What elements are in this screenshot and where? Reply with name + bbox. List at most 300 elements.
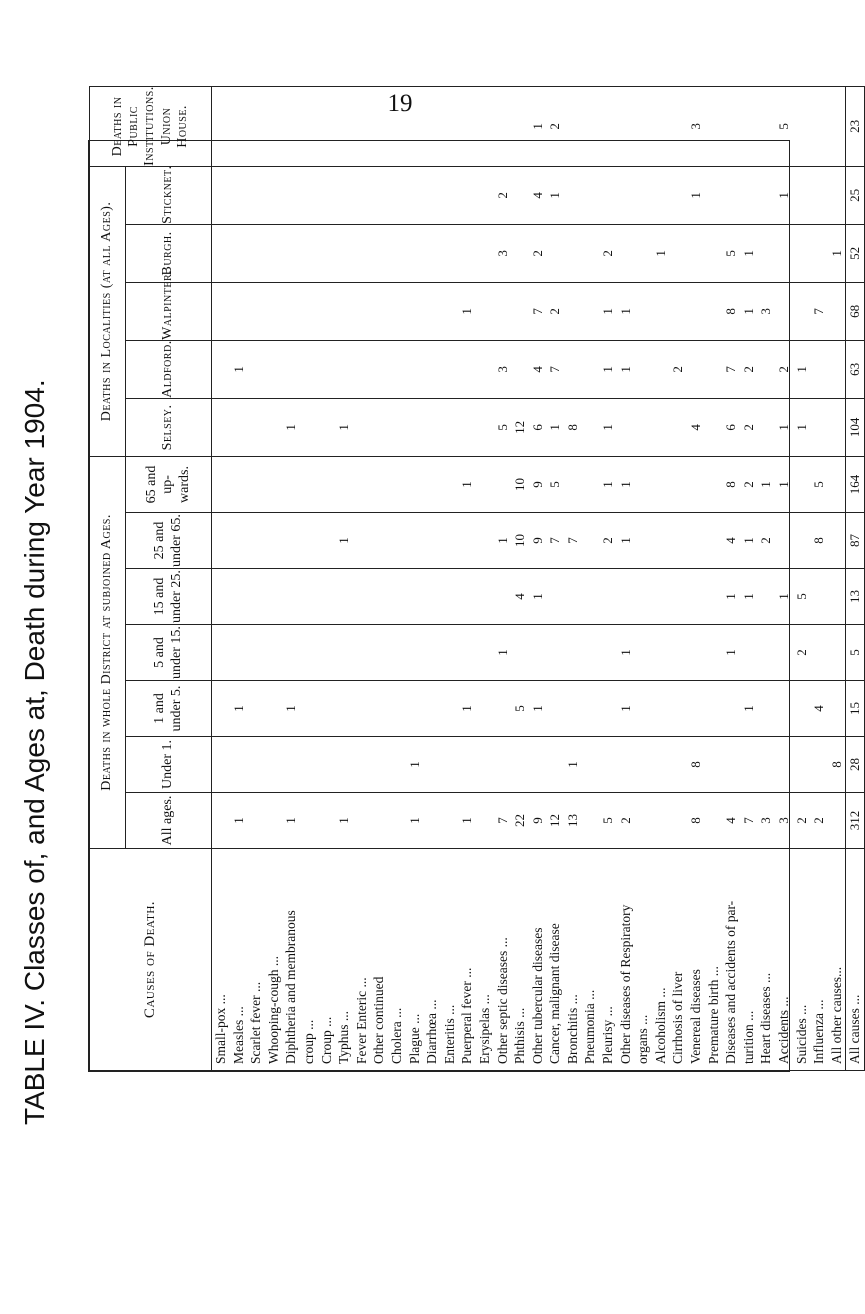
count-cell: 1 — [740, 513, 758, 569]
count-cell: 1 — [599, 398, 617, 456]
count-cell — [318, 340, 336, 398]
count-cell — [265, 282, 283, 340]
count-cell — [757, 166, 775, 224]
count-cell — [757, 569, 775, 625]
locality-column-header: Selsey. — [126, 398, 212, 456]
count-cell — [775, 224, 793, 282]
count-cell: 12 — [546, 793, 564, 849]
count-cell: 1 — [775, 456, 793, 512]
count-cell — [546, 625, 564, 681]
count-cell — [441, 569, 459, 625]
count-cell — [335, 456, 353, 512]
count-cell — [810, 737, 828, 793]
count-cell — [546, 569, 564, 625]
count-cell: 10 — [511, 513, 529, 569]
count-cell — [230, 625, 248, 681]
count-cell: 1 — [652, 224, 670, 282]
count-cell: 1 — [617, 513, 635, 569]
count-cell — [247, 569, 265, 625]
count-cell — [353, 224, 371, 282]
cause-cell: Scarlet fever ... — [247, 849, 265, 1071]
count-cell: 8 — [810, 513, 828, 569]
count-cell — [353, 569, 371, 625]
table-row — [669, 86, 687, 1070]
count-cell — [634, 625, 652, 681]
count-cell — [388, 737, 406, 793]
count-cell: 7 — [564, 513, 582, 569]
count-cell — [687, 224, 705, 282]
count-cell — [634, 737, 652, 793]
count-cell — [599, 681, 617, 737]
count-cell: 3 — [687, 86, 705, 166]
age-column-header: 1 and under 5. — [126, 681, 212, 737]
count-cell: 5 — [599, 793, 617, 849]
count-cell — [546, 224, 564, 282]
count-cell: 28 — [846, 737, 865, 793]
count-cell — [212, 793, 230, 849]
count-cell — [810, 625, 828, 681]
count-cell — [370, 625, 388, 681]
count-cell — [441, 513, 459, 569]
count-cell — [388, 224, 406, 282]
count-cell — [634, 166, 652, 224]
cause-cell: croup ... — [300, 849, 318, 1071]
count-cell — [370, 86, 388, 166]
count-cell — [757, 625, 775, 681]
count-cell — [793, 224, 811, 282]
count-cell — [370, 282, 388, 340]
count-cell — [581, 86, 599, 166]
cause-cell: All causes ... — [846, 849, 865, 1071]
cause-cell: Heart diseases ... — [757, 849, 775, 1071]
count-cell — [335, 737, 353, 793]
table-row — [687, 86, 705, 1070]
count-cell: 104 — [846, 398, 865, 456]
count-cell — [353, 513, 371, 569]
count-cell — [318, 456, 336, 512]
count-cell: 8 — [722, 282, 740, 340]
count-cell: 1 — [230, 340, 248, 398]
count-cell — [212, 282, 230, 340]
count-cell — [793, 86, 811, 166]
count-cell — [511, 625, 529, 681]
count-cell — [353, 681, 371, 737]
cause-cell: Bronchitis ... — [564, 849, 582, 1071]
count-cell — [828, 456, 846, 512]
count-cell — [265, 224, 283, 282]
count-cell — [335, 681, 353, 737]
count-cell: 4 — [529, 166, 547, 224]
count-cell — [476, 456, 494, 512]
table-row — [282, 86, 300, 1070]
table-row — [300, 86, 318, 1070]
count-cell: 1 — [546, 166, 564, 224]
count-cell — [318, 282, 336, 340]
count-cell: 8 — [828, 737, 846, 793]
count-cell — [617, 224, 635, 282]
count-cell — [740, 737, 758, 793]
cause-cell: Cirrhosis of liver — [669, 849, 687, 1071]
count-cell — [300, 513, 318, 569]
count-cell — [740, 625, 758, 681]
count-cell — [705, 340, 723, 398]
count-cell — [828, 625, 846, 681]
count-cell — [617, 398, 635, 456]
count-cell — [599, 166, 617, 224]
count-cell — [652, 340, 670, 398]
count-cell — [335, 569, 353, 625]
count-cell — [300, 793, 318, 849]
count-cell — [810, 166, 828, 224]
count-cell — [388, 513, 406, 569]
count-cell — [581, 224, 599, 282]
count-cell — [564, 166, 582, 224]
count-cell — [423, 737, 441, 793]
count-cell — [335, 86, 353, 166]
count-cell: 1 — [230, 681, 248, 737]
table-row — [388, 86, 406, 1070]
count-cell — [388, 86, 406, 166]
count-cell — [581, 681, 599, 737]
table-row — [370, 86, 388, 1070]
count-cell — [617, 737, 635, 793]
count-cell — [652, 456, 670, 512]
causes-header: Causes of Death. — [90, 849, 212, 1071]
count-cell — [318, 625, 336, 681]
count-cell — [581, 513, 599, 569]
cause-cell: Venereal diseases — [687, 849, 705, 1071]
count-cell — [370, 681, 388, 737]
count-cell — [282, 569, 300, 625]
cause-cell: Erysipelas ... — [476, 849, 494, 1071]
count-cell — [652, 625, 670, 681]
count-cell — [441, 340, 459, 398]
count-cell — [423, 398, 441, 456]
cause-cell: Measles ... — [230, 849, 248, 1071]
count-cell — [669, 282, 687, 340]
count-cell — [581, 737, 599, 793]
count-cell — [494, 282, 512, 340]
count-cell — [388, 340, 406, 398]
count-cell — [634, 456, 652, 512]
count-cell — [423, 513, 441, 569]
count-cell — [740, 166, 758, 224]
count-cell: 1 — [740, 569, 758, 625]
count-cell — [705, 456, 723, 512]
count-cell: 2 — [599, 224, 617, 282]
count-cell — [406, 625, 424, 681]
table-row — [810, 86, 828, 1070]
count-cell: 1 — [458, 456, 476, 512]
count-cell — [564, 625, 582, 681]
table-row — [705, 86, 723, 1070]
count-cell: 1 — [617, 681, 635, 737]
count-cell — [529, 625, 547, 681]
count-cell: 2 — [810, 793, 828, 849]
count-cell — [599, 86, 617, 166]
count-cell — [282, 340, 300, 398]
count-cell — [212, 569, 230, 625]
count-cell — [282, 86, 300, 166]
count-cell: 1 — [599, 456, 617, 512]
count-cell — [353, 456, 371, 512]
count-cell — [757, 681, 775, 737]
count-cell — [634, 569, 652, 625]
cause-cell: Premature birth ... — [705, 849, 723, 1071]
count-cell — [388, 569, 406, 625]
count-cell — [458, 569, 476, 625]
cause-cell: Cholera ... — [388, 849, 406, 1071]
count-cell — [828, 513, 846, 569]
count-cell — [669, 569, 687, 625]
table-row — [335, 86, 353, 1070]
count-cell: 1 — [282, 793, 300, 849]
count-cell: 8 — [687, 793, 705, 849]
table-row — [265, 86, 283, 1070]
count-cell — [564, 224, 582, 282]
count-cell — [423, 625, 441, 681]
cause-cell: Other continued — [370, 849, 388, 1071]
cause-cell: Pneumonia ... — [581, 849, 599, 1071]
count-cell — [441, 625, 459, 681]
count-cell — [353, 86, 371, 166]
count-cell — [494, 737, 512, 793]
cause-cell: Accidents ... — [775, 849, 793, 1071]
count-cell — [441, 166, 459, 224]
count-cell — [318, 793, 336, 849]
count-cell — [441, 737, 459, 793]
count-cell — [687, 569, 705, 625]
count-cell — [300, 166, 318, 224]
count-cell — [669, 398, 687, 456]
count-cell — [494, 456, 512, 512]
count-cell — [546, 737, 564, 793]
count-cell — [282, 737, 300, 793]
table-row — [564, 86, 582, 1070]
table-row — [599, 86, 617, 1070]
count-cell — [423, 224, 441, 282]
count-cell: 3 — [494, 340, 512, 398]
count-cell — [810, 398, 828, 456]
count-cell: 1 — [793, 340, 811, 398]
count-cell — [388, 282, 406, 340]
count-cell — [476, 737, 494, 793]
cause-cell: Diphtheria and membranous — [282, 849, 300, 1071]
count-cell: 3 — [775, 793, 793, 849]
count-cell — [230, 282, 248, 340]
count-cell: 164 — [846, 456, 865, 512]
count-cell — [458, 340, 476, 398]
count-cell — [652, 681, 670, 737]
count-cell: 2 — [546, 282, 564, 340]
age-column-header: 15 and under 25. — [126, 569, 212, 625]
count-cell: 6 — [722, 398, 740, 456]
count-cell — [757, 398, 775, 456]
count-cell — [370, 737, 388, 793]
age-column-header: Under 1. — [126, 737, 212, 793]
count-cell — [353, 166, 371, 224]
count-cell — [669, 86, 687, 166]
count-cell: 9 — [529, 793, 547, 849]
count-cell — [441, 282, 459, 340]
count-cell — [669, 224, 687, 282]
count-cell — [265, 569, 283, 625]
count-cell: 7 — [494, 793, 512, 849]
count-cell — [300, 398, 318, 456]
count-cell: 1 — [406, 793, 424, 849]
count-cell: 4 — [810, 681, 828, 737]
count-cell — [793, 681, 811, 737]
count-cell — [476, 793, 494, 849]
locality-column-header: Burgh. — [126, 224, 212, 282]
count-cell — [212, 513, 230, 569]
count-cell — [318, 398, 336, 456]
count-cell — [476, 569, 494, 625]
count-cell: 1 — [406, 737, 424, 793]
count-cell — [423, 282, 441, 340]
count-cell — [458, 398, 476, 456]
count-cell — [212, 456, 230, 512]
count-cell — [353, 340, 371, 398]
count-cell: 1 — [529, 86, 547, 166]
count-cell — [494, 569, 512, 625]
count-cell — [441, 86, 459, 166]
count-cell — [423, 340, 441, 398]
count-cell — [564, 569, 582, 625]
count-cell: 1 — [335, 398, 353, 456]
table-row — [318, 86, 336, 1070]
count-cell: 6 — [529, 398, 547, 456]
count-cell — [564, 681, 582, 737]
locality-column-header: Sticknet. — [126, 166, 212, 224]
count-cell — [282, 513, 300, 569]
cause-cell: Typhus ... — [335, 849, 353, 1071]
locality-column-header: Aldford. — [126, 340, 212, 398]
count-cell — [247, 737, 265, 793]
age-column-header: All ages. — [126, 793, 212, 849]
cause-cell: organs ... — [634, 849, 652, 1071]
cause-cell: Croup ... — [318, 849, 336, 1071]
count-cell: 7 — [810, 282, 828, 340]
cause-cell: Alcoholism ... — [652, 849, 670, 1071]
count-cell — [581, 625, 599, 681]
count-cell — [406, 224, 424, 282]
count-cell — [212, 166, 230, 224]
count-cell — [388, 398, 406, 456]
count-cell: 1 — [617, 456, 635, 512]
count-cell — [300, 86, 318, 166]
count-cell — [335, 166, 353, 224]
count-cell — [793, 456, 811, 512]
count-cell — [722, 166, 740, 224]
count-cell — [406, 513, 424, 569]
count-cell — [687, 340, 705, 398]
count-cell — [230, 513, 248, 569]
count-cell — [458, 224, 476, 282]
count-cell: 1 — [775, 166, 793, 224]
count-cell — [247, 398, 265, 456]
count-cell — [353, 737, 371, 793]
count-cell — [300, 224, 318, 282]
count-cell — [705, 681, 723, 737]
cause-cell: Diseases and accidents of par- — [722, 849, 740, 1071]
count-cell — [441, 456, 459, 512]
count-cell — [775, 513, 793, 569]
count-cell: 1 — [564, 737, 582, 793]
count-cell — [511, 224, 529, 282]
count-cell: 5 — [793, 569, 811, 625]
count-cell — [406, 681, 424, 737]
count-cell — [441, 398, 459, 456]
count-cell — [810, 224, 828, 282]
count-cell: 1 — [775, 398, 793, 456]
count-cell: 5 — [511, 681, 529, 737]
count-cell — [353, 398, 371, 456]
count-cell: 2 — [757, 513, 775, 569]
count-cell — [282, 166, 300, 224]
count-cell — [669, 166, 687, 224]
count-cell — [265, 625, 283, 681]
count-cell — [282, 456, 300, 512]
table-row — [423, 86, 441, 1070]
count-cell: 1 — [494, 625, 512, 681]
cause-cell: Enteritis ... — [441, 849, 459, 1071]
count-cell — [370, 456, 388, 512]
count-cell — [406, 569, 424, 625]
count-cell — [828, 793, 846, 849]
count-cell — [476, 681, 494, 737]
count-cell: 87 — [846, 513, 865, 569]
count-cell — [581, 340, 599, 398]
count-cell — [793, 513, 811, 569]
count-cell — [230, 737, 248, 793]
count-cell — [828, 86, 846, 166]
table-row — [230, 86, 248, 1070]
cause-cell: Other tubercular diseases — [529, 849, 547, 1071]
count-cell — [828, 166, 846, 224]
count-cell — [247, 681, 265, 737]
count-cell — [564, 456, 582, 512]
count-cell — [652, 793, 670, 849]
count-cell — [581, 166, 599, 224]
count-cell — [581, 569, 599, 625]
count-cell — [318, 737, 336, 793]
count-cell — [634, 224, 652, 282]
count-cell: 1 — [335, 513, 353, 569]
table-row — [634, 86, 652, 1070]
count-cell: 2 — [793, 793, 811, 849]
count-cell: 23 — [846, 86, 865, 166]
count-cell: 15 — [846, 681, 865, 737]
count-cell — [406, 86, 424, 166]
count-cell: 1 — [529, 681, 547, 737]
count-cell — [810, 569, 828, 625]
count-cell — [230, 224, 248, 282]
count-cell — [265, 513, 283, 569]
count-cell: 7 — [740, 793, 758, 849]
count-cell: 10 — [511, 456, 529, 512]
table-row — [617, 86, 635, 1070]
locality-column-header: Walpinter. — [126, 282, 212, 340]
count-cell — [564, 282, 582, 340]
count-cell — [282, 282, 300, 340]
count-cell — [247, 456, 265, 512]
count-cell: 4 — [722, 513, 740, 569]
count-cell — [212, 398, 230, 456]
count-cell: 3 — [494, 224, 512, 282]
count-cell: 2 — [793, 625, 811, 681]
count-cell — [265, 456, 283, 512]
